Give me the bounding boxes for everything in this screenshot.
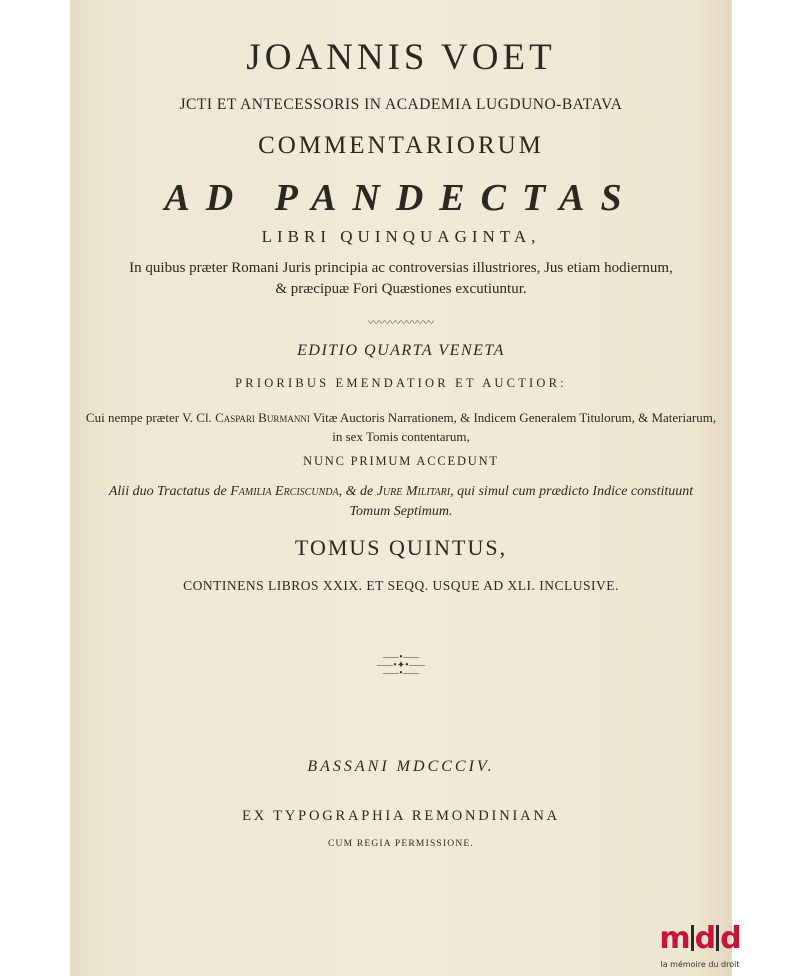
treatises-part-3: , qui simul cum prædicto Indice constituunt Tomum Septimum.: [349, 484, 694, 519]
treatises-part-1: Alii duo Tractatus de: [108, 484, 231, 499]
title-page: [70, 0, 732, 976]
edition-contents: [70, 408, 732, 446]
mdd-logo-tagline: la mémoire du droit: [660, 960, 740, 969]
author-name: JOANNIS VOET: [246, 37, 556, 78]
additional-treatises: [70, 482, 732, 522]
ornament-center-row-2: ⸺•✦•⸺: [376, 660, 426, 671]
logo-letter-m: m: [659, 921, 690, 956]
edition-statement: EDITIO QUARTA VENETA: [297, 342, 505, 359]
treatise-jure: Jure Militari: [376, 484, 451, 499]
edition-contents-name: Caspari Burmanni: [215, 410, 310, 425]
volume-contents: CONTINENS LIBROS XXIX. ET SEQQ. USQUE AD XLI. INCLUSIVE.: [183, 578, 619, 593]
logo-bar-1: [691, 925, 694, 951]
ornament-center-row-1: ⸺•⸺: [382, 652, 420, 663]
work-title-commentariorum: COMMENTARIORUM: [258, 132, 544, 159]
ornament-rule-top: 〰〰〰〰〰〰: [368, 317, 434, 329]
logo-letter-d2: d: [720, 921, 741, 956]
logo-bar-2: [716, 925, 719, 951]
mdd-logo: [650, 922, 750, 976]
imprint-printer: EX TYPOGRAPHIA REMONDINIANA: [242, 808, 560, 824]
imprint-place-date: BASSANI MDCCCIV.: [307, 758, 495, 775]
ornament-center-row-3: ⸺•⸺: [382, 668, 420, 679]
nunc-primum-accedunt: NUNC PRIMUM ACCEDUNT: [303, 454, 499, 468]
edition-contents-part-1: Cui nempe præter V. Cl.: [85, 410, 216, 425]
work-title-ad-pandectas: AD PANDECTAS: [164, 177, 638, 219]
edition-contents-part-2: Vitæ Auctoris Narrationem, & Indicem Generalem Titulorum, & Materiarum, in sex Tomis contentarum,: [309, 410, 717, 444]
imprint-permission: CUM REGIA PERMISSIONE.: [328, 839, 474, 849]
volume-number: TOMUS QUINTUS,: [294, 535, 508, 560]
work-title-libri: LIBRI QUINQUAGINTA,: [261, 227, 541, 246]
treatise-familia: Familia Erciscunda: [230, 484, 339, 499]
logo-letter-d1: d: [694, 921, 716, 956]
author-affiliation: JCTI ET ANTECESSORIS IN ACADEMIA LUGDUNO-BATAVA: [179, 96, 623, 113]
treatises-part-2: , & de: [338, 484, 377, 499]
ornament-center: [70, 654, 732, 678]
mdd-logo-mark: [650, 922, 750, 956]
work-description: In quibus præter Romani Juris principia ac controversias illustriores, Jus etiam hodiernum, & præcipuæ Fori Quæstiones excutiuntur.: [129, 260, 673, 297]
edition-emendation: PRIORIBUS EMENDATIOR ET AUCTIOR:: [235, 376, 567, 390]
